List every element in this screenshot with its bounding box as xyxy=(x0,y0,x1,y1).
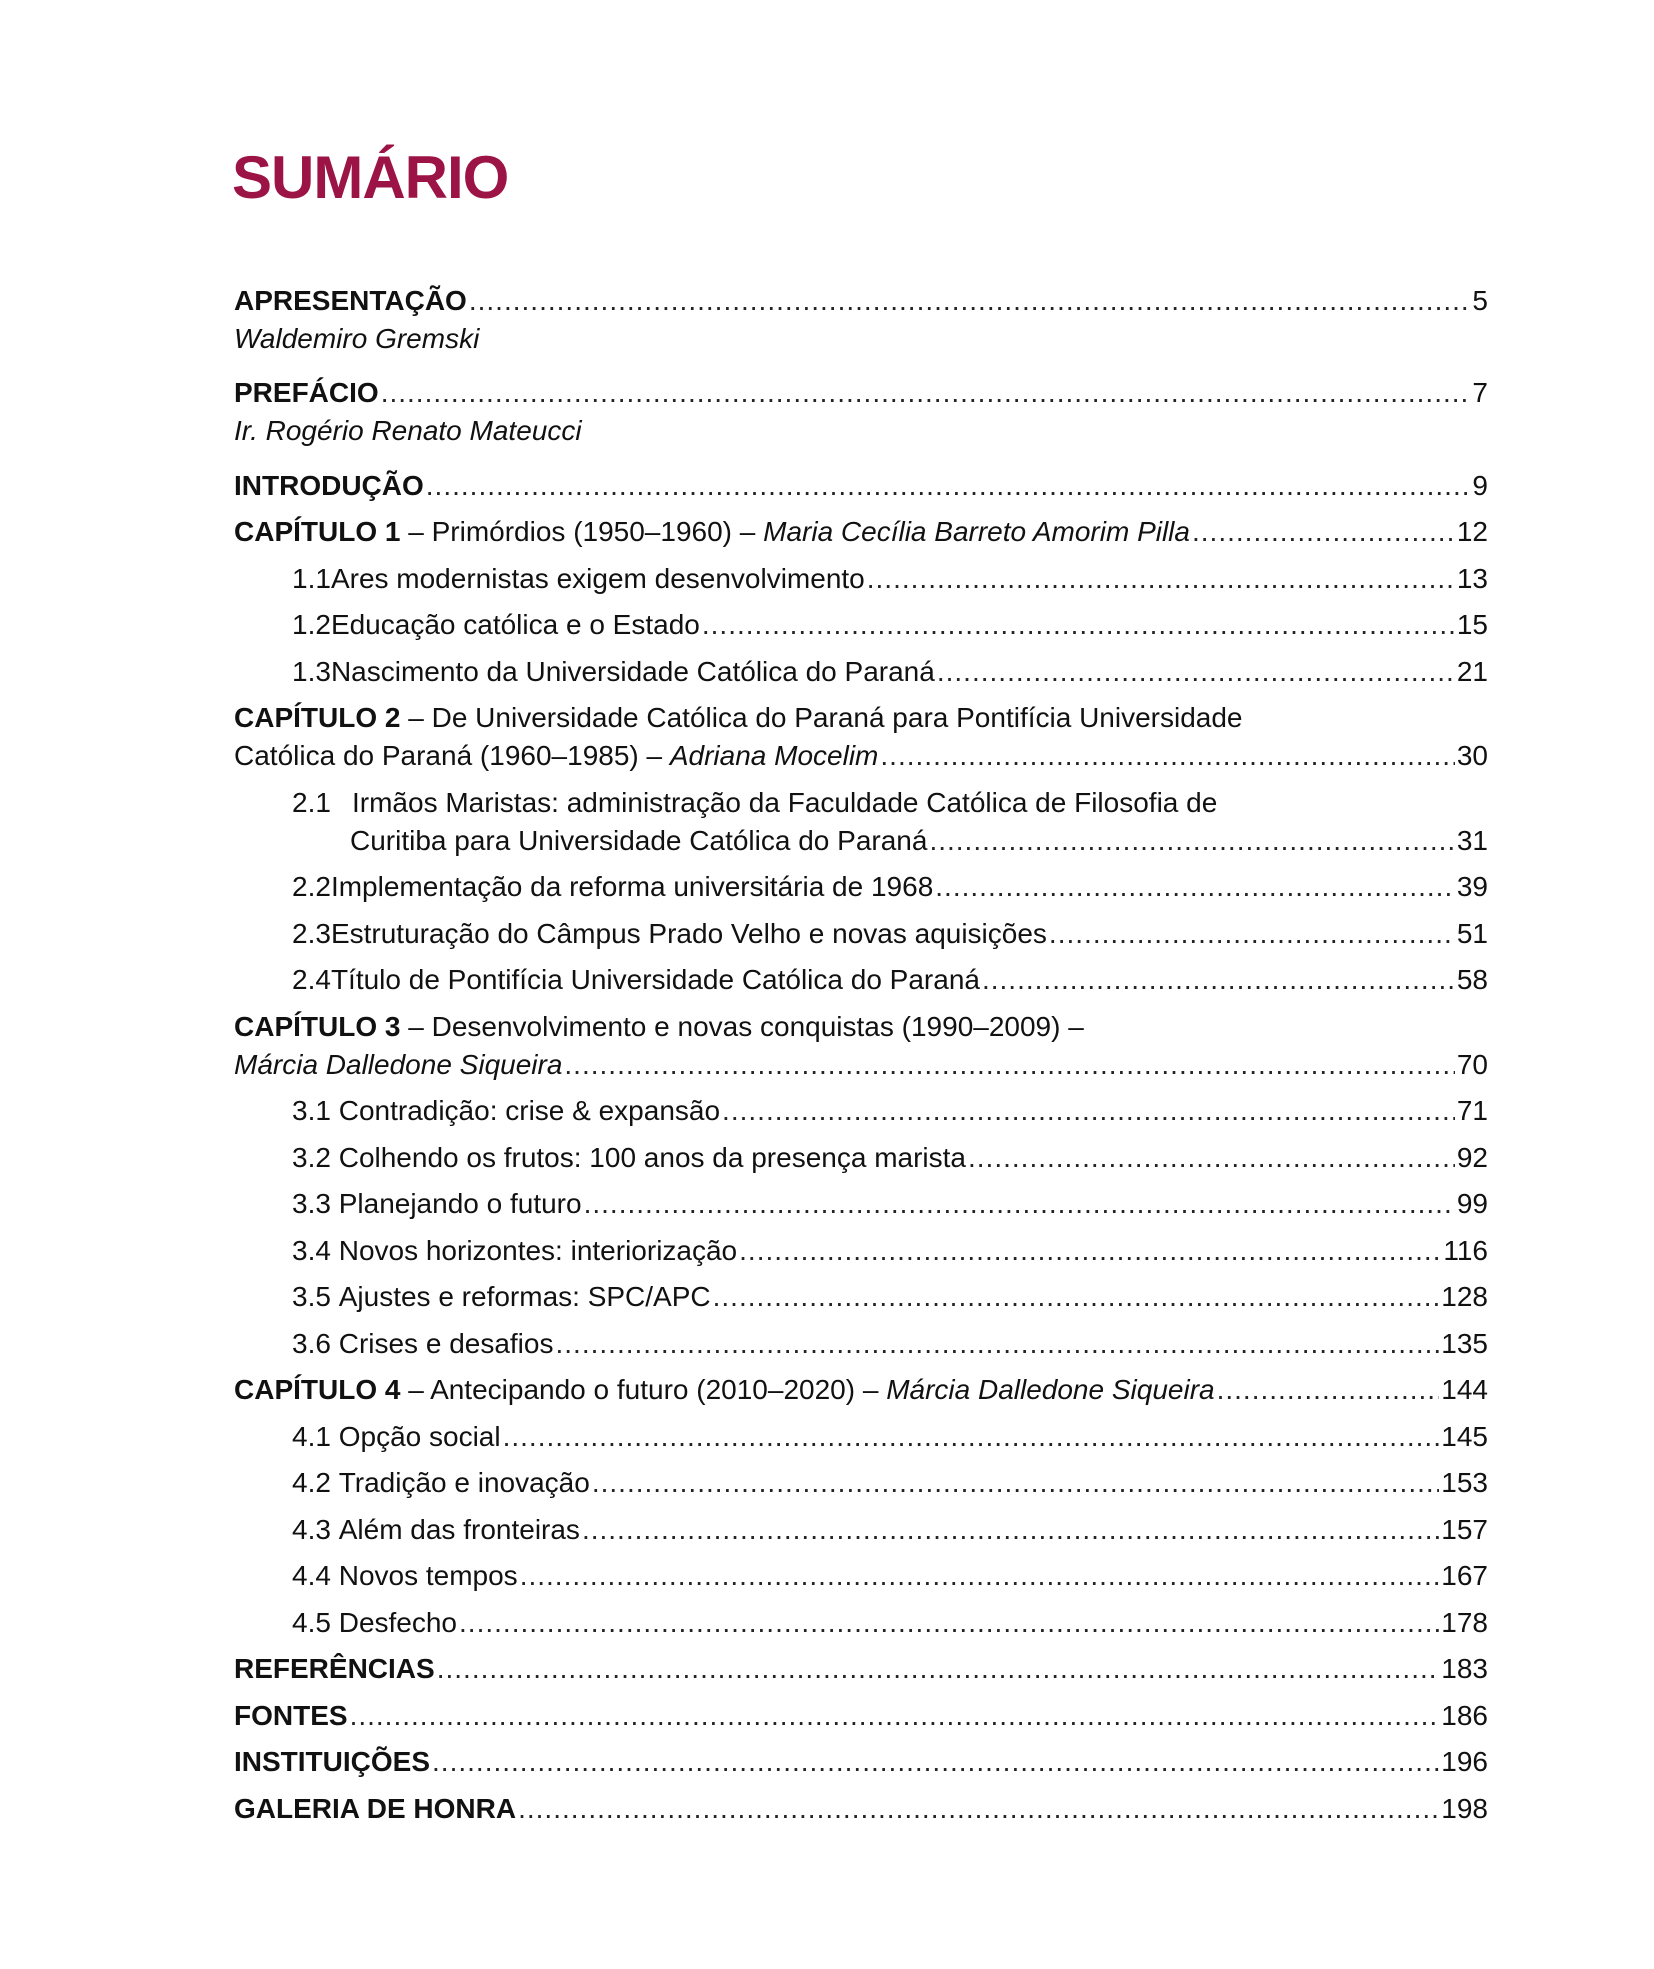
page-number: 178 xyxy=(1441,1606,1488,1638)
page-number: 157 xyxy=(1441,1513,1488,1545)
toc-section-1-3[interactable] xyxy=(234,644,1488,691)
section-number: 3.4 xyxy=(292,1234,331,1266)
chapter-title-line-1: De Universidade Católica do Paraná para Pontifícia Universidade xyxy=(431,702,1243,733)
page-number: 116 xyxy=(1443,1234,1488,1266)
section-title: Estruturação do Câmpus Prado Velho e novas aquisições xyxy=(330,917,1047,949)
toc-section-4-2[interactable] xyxy=(234,1456,1488,1503)
toc-section-2-4[interactable] xyxy=(234,953,1488,1000)
section-number: 1.2 xyxy=(292,609,331,640)
toc-entry-prefacio[interactable] xyxy=(234,374,1488,412)
leader-dots xyxy=(739,1232,1441,1270)
page-title: SUMÁRIO xyxy=(232,144,509,211)
leader-dots xyxy=(469,282,1471,320)
separator: – xyxy=(400,516,432,547)
chapter-author: Márcia Dalledone Siqueira xyxy=(886,1374,1215,1405)
toc-entry-chapter-2-cont[interactable] xyxy=(234,737,1488,775)
page-number: 153 xyxy=(1441,1467,1488,1498)
entry-label: REFERÊNCIAS xyxy=(234,1653,435,1684)
leader-dots xyxy=(982,961,1455,999)
toc-entry-chapter-3[interactable] xyxy=(234,999,1488,1046)
toc-entry-galeria-de-honra[interactable] xyxy=(234,1781,1488,1828)
leader-dots xyxy=(1049,915,1455,953)
entry-label: FONTES xyxy=(234,1699,348,1731)
page-number: 9 xyxy=(1472,469,1488,501)
chapter-title: Desenvolvimento e novas conquistas (1990–2009) – xyxy=(431,1010,1084,1042)
toc-entry-fontes[interactable] xyxy=(234,1688,1488,1735)
spacer xyxy=(234,450,1488,458)
chapter-author: Adriana Mocelim xyxy=(669,740,879,771)
page-number: 12 xyxy=(1456,516,1488,547)
toc-section-4-3[interactable] xyxy=(234,1502,1488,1549)
toc-section-2-1-cont[interactable] xyxy=(234,822,1488,860)
leader-dots xyxy=(702,606,1455,644)
section-number: 2.3 xyxy=(292,917,331,949)
section-title: Além das fronteiras xyxy=(338,1513,580,1545)
leader-dots xyxy=(582,1511,1439,1549)
toc-entry-chapter-4[interactable] xyxy=(234,1363,1488,1410)
section-title: Tradição e inovação xyxy=(338,1467,590,1498)
page-number: 30 xyxy=(1456,740,1488,771)
page-number: 39 xyxy=(1456,871,1488,902)
leader-dots xyxy=(518,1790,1439,1828)
leader-dots xyxy=(381,374,1471,412)
separator: – xyxy=(400,1374,431,1405)
page-number: 167 xyxy=(1441,1560,1488,1591)
page-number: 58 xyxy=(1456,964,1488,995)
page-number: 183 xyxy=(1441,1653,1488,1684)
leader-dots xyxy=(503,1418,1440,1456)
leader-dots xyxy=(584,1185,1455,1223)
toc-section-4-4[interactable] xyxy=(234,1549,1488,1596)
page-number: 13 xyxy=(1456,562,1488,594)
section-number: 4.5 xyxy=(292,1606,331,1638)
section-title-line-2: Curitiba para Universidade Católica do Paraná xyxy=(350,824,928,856)
page-number: 71 xyxy=(1456,1095,1488,1126)
toc-entry-referencias[interactable] xyxy=(234,1642,1488,1689)
chapter-title: Primórdios (1950–1960) – xyxy=(431,516,764,547)
page-number: 99 xyxy=(1456,1188,1488,1219)
section-number: 3.3 xyxy=(292,1188,331,1219)
toc-section-3-6[interactable] xyxy=(234,1316,1488,1363)
entry-author: Waldemiro Gremski xyxy=(234,323,480,354)
section-number: 2.1 xyxy=(292,786,331,818)
leader-dots xyxy=(968,1139,1455,1177)
chapter-title-line-2: Católica do Paraná (1960–1985) – xyxy=(234,740,670,771)
section-number: 1.3 xyxy=(292,655,331,687)
section-number: 3.6 xyxy=(292,1327,331,1359)
section-number: 3.5 xyxy=(292,1281,331,1312)
section-number: 4.1 xyxy=(292,1420,331,1452)
chapter-author: Maria Cecília Barreto Amorim Pilla xyxy=(763,516,1190,547)
entry-label: GALERIA DE HONRA xyxy=(234,1792,517,1824)
section-title: Irmãos Maristas: administração da Faculdade Católica de Filosofia de xyxy=(352,786,1218,818)
section-title: Desfecho xyxy=(338,1606,458,1638)
leader-dots xyxy=(459,1604,1439,1642)
entry-label: PREFÁCIO xyxy=(234,377,379,408)
chapter-label: CAPÍTULO 2 xyxy=(234,702,401,733)
section-number: 1.1 xyxy=(292,562,331,594)
leader-dots xyxy=(437,1650,1440,1688)
leader-dots xyxy=(722,1092,1455,1130)
section-number: 4.3 xyxy=(292,1513,331,1545)
chapter-author: Márcia Dalledone Siqueira xyxy=(234,1048,563,1080)
section-title: Contradição: crise & expansão xyxy=(338,1095,721,1126)
page-number: 15 xyxy=(1456,609,1488,640)
leader-dots xyxy=(880,737,1454,775)
section-number: 3.2 xyxy=(292,1141,331,1173)
section-number: 3.1 xyxy=(292,1095,331,1126)
toc-section-2-3[interactable] xyxy=(234,906,1488,953)
leader-dots xyxy=(432,1743,1439,1781)
section-title: Nascimento da Universidade Católica do Paraná xyxy=(330,655,935,687)
section-title: Implementação da reforma universitária de 1968 xyxy=(330,871,934,902)
entry-label: INSTITUIÇÕES xyxy=(234,1746,431,1777)
section-title: Ares modernistas exigem desenvolvimento xyxy=(330,562,865,594)
section-number: 2.4 xyxy=(292,964,331,995)
toc-section-3-5[interactable] xyxy=(234,1270,1488,1317)
page-number: 51 xyxy=(1456,917,1488,949)
page-number: 196 xyxy=(1441,1746,1488,1777)
entry-label: INTRODUÇÃO xyxy=(234,469,424,501)
toc-section-1-1[interactable] xyxy=(234,551,1488,598)
page-number: 5 xyxy=(1472,285,1488,316)
section-title: Opção social xyxy=(338,1420,501,1452)
toc-section-3-3[interactable] xyxy=(234,1177,1488,1224)
leader-dots xyxy=(350,1697,1440,1735)
toc-section-2-1[interactable] xyxy=(234,775,1488,822)
toc-section-1-2[interactable] xyxy=(234,598,1488,645)
entry-label: APRESENTAÇÃO xyxy=(234,285,467,316)
leader-dots xyxy=(929,822,1454,860)
section-number: 4.2 xyxy=(292,1467,331,1498)
section-title: Novos tempos xyxy=(338,1560,518,1591)
leader-dots xyxy=(564,1046,1454,1084)
leader-dots xyxy=(555,1325,1439,1363)
page-number: 198 xyxy=(1441,1792,1488,1824)
section-title: Título de Pontifícia Universidade Católica do Paraná xyxy=(330,964,980,995)
toc-entry-apresentacao[interactable] xyxy=(234,282,1488,320)
page-number: 92 xyxy=(1456,1141,1488,1173)
leader-dots xyxy=(1217,1371,1440,1409)
section-number: 4.4 xyxy=(292,1560,331,1591)
page-number: 144 xyxy=(1441,1374,1488,1405)
section-title: Crises e desafios xyxy=(338,1327,554,1359)
toc-section-3-4[interactable] xyxy=(234,1223,1488,1270)
leader-dots xyxy=(592,1464,1439,1502)
page-number: 70 xyxy=(1456,1048,1488,1080)
toc-entry-instituicoes[interactable] xyxy=(234,1735,1488,1782)
entry-author: Ir. Rogério Renato Mateucci xyxy=(234,415,582,446)
spacer xyxy=(234,358,1488,374)
chapter-label: CAPÍTULO 3 xyxy=(234,1010,401,1042)
leader-dots xyxy=(937,653,1455,691)
section-title: Novos horizontes: interiorização xyxy=(338,1234,738,1266)
separator: – xyxy=(400,1010,432,1042)
chapter-title: Antecipando o futuro (2010–2020) – xyxy=(430,1374,887,1405)
page-number: 31 xyxy=(1456,824,1488,856)
page-number: 128 xyxy=(1441,1281,1488,1312)
section-number: 2.2 xyxy=(292,871,331,902)
page-number: 186 xyxy=(1441,1699,1488,1731)
leader-dots xyxy=(935,868,1455,906)
leader-dots xyxy=(520,1557,1440,1595)
section-title: Planejando o futuro xyxy=(338,1188,582,1219)
separator: – xyxy=(400,702,432,733)
toc-section-3-1[interactable] xyxy=(234,1084,1488,1131)
page-number: 145 xyxy=(1441,1420,1488,1452)
page-number: 135 xyxy=(1441,1327,1488,1359)
page-number: 21 xyxy=(1456,655,1488,687)
toc-section-2-2[interactable] xyxy=(234,860,1488,907)
leader-dots xyxy=(713,1278,1440,1316)
section-title: Ajustes e reformas: SPC/APC xyxy=(338,1281,711,1312)
page-number: 7 xyxy=(1472,377,1488,408)
section-title: Educação católica e o Estado xyxy=(330,609,700,640)
leader-dots xyxy=(1192,513,1455,551)
leader-dots xyxy=(426,467,1471,505)
toc-section-3-2[interactable] xyxy=(234,1130,1488,1177)
chapter-label: CAPÍTULO 1 xyxy=(234,516,401,547)
toc-section-4-1[interactable] xyxy=(234,1409,1488,1456)
section-title: Colhendo os frutos: 100 anos da presença marista xyxy=(338,1141,966,1173)
chapter-label: CAPÍTULO 4 xyxy=(234,1374,401,1405)
toc-entry-chapter-1[interactable] xyxy=(234,505,1488,552)
toc-section-4-5[interactable] xyxy=(234,1595,1488,1642)
toc-entry-introducao[interactable] xyxy=(234,458,1488,505)
leader-dots xyxy=(867,560,1455,598)
toc-entry-chapter-2[interactable] xyxy=(234,691,1488,738)
table-of-contents xyxy=(234,282,1488,1828)
toc-entry-chapter-3-cont[interactable] xyxy=(234,1046,1488,1084)
